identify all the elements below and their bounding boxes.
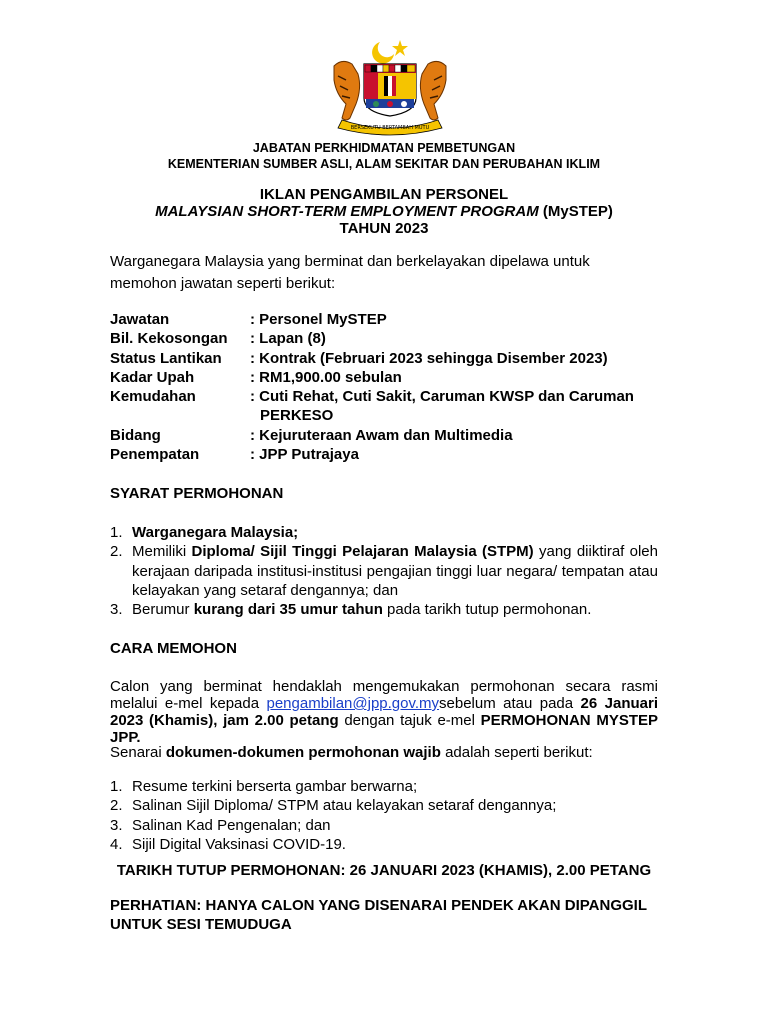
- crest-motto: BERSEKUTU BERTAMBAH MUTU: [350, 125, 430, 131]
- documents-intro-bold: dokumen-dokumen permohonan wajib: [165, 744, 441, 761]
- detail-label: Jawatan: [110, 311, 170, 328]
- detail-value: : Lapan (8): [250, 330, 326, 348]
- instructions-text: dengan tajuk e-mel: [338, 712, 481, 729]
- program-name: MALAYSIAN SHORT-TERM EMPLOYMENT PROGRAM: [155, 203, 539, 220]
- detail-value-group: [250, 387, 658, 426]
- detail-label: Bil. Kekosongan: [110, 330, 228, 348]
- requirements-heading: SYARAT PERMOHONAN: [110, 485, 284, 502]
- list-text-bold: Warganegara Malaysia;: [132, 524, 299, 541]
- detail-row: [110, 445, 658, 464]
- list-item: [110, 600, 658, 619]
- list-text-pre: Memiliki: [132, 543, 192, 561]
- list-item: [110, 816, 658, 835]
- detail-value: : Cuti Rehat, Cuti Sakit, Caruman KWSP dan Caruman: [250, 388, 634, 406]
- instructions-text: Calon yang berminat hendaklah mengemukakan permohonan secara rasmi melalui e-mel kepada: [110, 678, 658, 712]
- documents-intro: [110, 744, 658, 761]
- list-text: Salinan Kad Pengenalan; dan: [132, 816, 331, 834]
- list-number: 2.: [110, 797, 123, 815]
- list-text: Resume terkini berserta gambar berwarna;: [132, 778, 418, 795]
- list-number: 3.: [110, 601, 123, 619]
- application-instructions: [110, 678, 658, 746]
- list-item: [110, 835, 658, 854]
- email-link[interactable]: pengambilan@jpp.gov.my: [266, 695, 440, 712]
- list-number: 1.: [110, 524, 123, 541]
- closing-date: TARIKH TUTUP PERMOHONAN: 26 JANUARI 2023 (KHAMIS), 2.00 PETANG: [116, 862, 652, 879]
- advertisement-title: [0, 186, 768, 237]
- detail-row: [110, 310, 658, 329]
- list-text-pre: Berumur: [132, 601, 194, 619]
- list-text-bold: kurang dari 35 umur tahun: [193, 601, 383, 619]
- email-subject-text: PERMOHONAN MYSTEP JPP.: [110, 712, 659, 746]
- agency-header: [0, 140, 768, 172]
- department-name: JABATAN PERKHIDMATAN PEMBETUNGAN: [252, 141, 516, 155]
- detail-value: : Kejuruteraan Awam dan Multimedia: [250, 426, 513, 444]
- title-line-3: TAHUN 2023: [339, 220, 429, 237]
- list-number: 1.: [110, 778, 123, 795]
- detail-value: : Kontrak (Februari 2023 sehingga Disember 2023): [250, 349, 608, 367]
- program-abbrev: (MySTEP): [538, 203, 613, 220]
- detail-row: [110, 387, 658, 426]
- list-number: 4.: [110, 835, 123, 853]
- title-line-2: [0, 203, 768, 220]
- detail-row: [110, 349, 658, 368]
- detail-value-continued: PERKESO: [260, 407, 334, 425]
- detail-label: Status Lantikan: [110, 349, 222, 367]
- how-to-apply-heading: CARA MEMOHON: [110, 640, 237, 657]
- list-text: [132, 523, 658, 542]
- instructions-text: sebelum atau pada: [439, 695, 581, 712]
- list-text: Sijil Digital Vaksinasi COVID-19.: [132, 835, 346, 853]
- coat-of-arms-icon: [328, 36, 452, 136]
- requirements-list: [110, 523, 658, 619]
- ministry-name: KEMENTERIAN SUMBER ASLI, ALAM SEKITAR DAN PERUBAHAN IKLIM: [167, 157, 601, 171]
- documents-intro-text: adalah seperti berikut:: [440, 744, 593, 761]
- documents-list: [110, 777, 658, 854]
- list-text: [132, 542, 658, 600]
- detail-value: : JPP Putrajaya: [250, 446, 359, 464]
- list-item: [110, 777, 658, 796]
- detail-row: [110, 329, 658, 348]
- title-line-1: IKLAN PENGAMBILAN PERSONEL: [259, 186, 509, 203]
- list-item: [110, 523, 658, 542]
- list-text-bold: Diploma/ Sijil Tinggi Pelajaran Malaysia (STPM): [191, 543, 534, 561]
- shortlist-notice: PERHATIAN: HANYA CALON YANG DISENARAI PENDEK AKAN DIPANGGIL UNTUK SESI TEMUDUGA: [110, 897, 647, 933]
- detail-value: : RM1,900.00 sebulan: [250, 368, 402, 386]
- detail-label: Kemudahan: [110, 388, 196, 406]
- detail-row: [110, 368, 658, 387]
- list-number: 3.: [110, 816, 123, 834]
- detail-label: Bidang: [110, 426, 161, 444]
- list-item: [110, 542, 658, 600]
- list-text: [132, 600, 658, 619]
- list-item: [110, 796, 658, 815]
- detail-value: : Personel MySTEP: [250, 311, 387, 328]
- detail-label: Kadar Upah: [110, 368, 195, 386]
- list-number: 2.: [110, 543, 123, 561]
- list-text-post: yang diiktiraf oleh kerajaan daripada institusi-institusi pengajian tinggi luar negara/ tempatan atau kelayakan yang setaraf dengannya; dan: [132, 543, 658, 599]
- documents-intro-text: Senarai: [110, 744, 166, 761]
- list-text: Salinan Sijil Diploma/ STPM atau kelayakan setaraf dengannya;: [132, 797, 557, 815]
- list-text-post: pada tarikh tutup permohonan.: [382, 601, 592, 619]
- deadline-text: 26 Januari 2023 (Khamis), jam 2.00 petang: [110, 695, 658, 729]
- job-details: [110, 310, 658, 464]
- intro-paragraph: Warganegara Malaysia yang berminat dan berkelayakan dipelawa untuk memohon jawatan seperti berikut:: [110, 253, 590, 292]
- detail-row: [110, 426, 658, 445]
- detail-label: Penempatan: [110, 446, 200, 464]
